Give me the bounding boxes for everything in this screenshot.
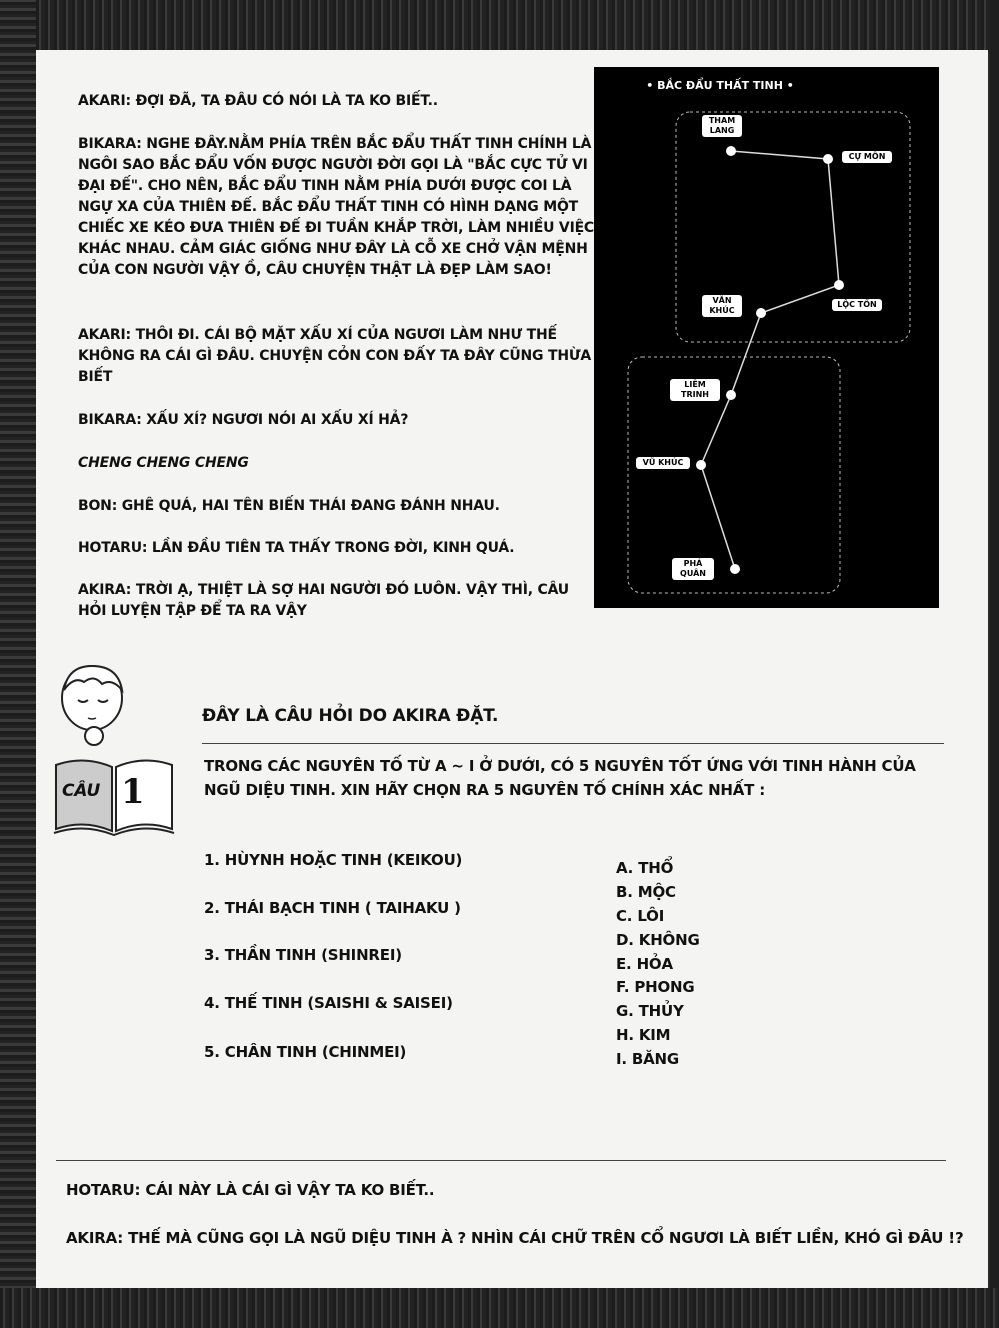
dialogue-akari-2: AKARI: THÔI ĐI. CÁI BỘ MẶT XẤU XÍ CỦA NGƯƠI LÀM NHƯ THẾ KHÔNG RA CÁI GÌ ĐÂU. CHUYỆN CỎN CON ĐẤY TA ĐÂY CŨNG THỪA BIẾT bbox=[78, 327, 591, 385]
answer-option: F. PHONG bbox=[616, 978, 695, 996]
star-pha-quan bbox=[730, 564, 740, 574]
answer-option: A. THỔ bbox=[616, 859, 674, 877]
constellation-lines bbox=[594, 67, 939, 608]
answer-option: C. LÔI bbox=[616, 907, 665, 925]
dialogue-bikara-2: BIKARA: XẤU XÍ? NGƯƠI NÓI AI XẤU XÍ HẢ? bbox=[78, 412, 409, 428]
sound-effect: CHENG CHENG CHENG bbox=[78, 455, 249, 471]
question-item: 1. HÙYNH HOẶC TINH (KEIKOU) bbox=[204, 851, 463, 869]
label-van-khuc: VĂN KHÚC bbox=[702, 295, 742, 317]
answer-option: D. KHÔNG bbox=[616, 931, 700, 949]
question-item: 3. THẦN TINH (SHINREI) bbox=[204, 946, 402, 964]
star-tham-lang bbox=[726, 146, 736, 156]
label-tham-lang: THAM LANG bbox=[702, 115, 742, 137]
question-heading: ĐÂY LÀ CÂU HỎI DO AKIRA ĐẶT. bbox=[202, 706, 499, 726]
diagram-title: • BẮC ĐẨU THẤT TINH • bbox=[646, 79, 794, 92]
dialogue-bon: BON: GHÊ QUÁ, HAI TÊN BIẾN THÁI ĐANG ĐÁNH NHAU. bbox=[78, 498, 500, 514]
star-vu-khuc bbox=[696, 460, 706, 470]
scan-border-bottom bbox=[0, 1288, 999, 1328]
dipper-path bbox=[701, 151, 839, 569]
answer-option: G. THỦY bbox=[616, 1002, 684, 1020]
dialogue-hotaru-1: HOTARU: LẦN ĐẦU TIÊN TA THẤY TRONG ĐỜI, KINH QUÁ. bbox=[78, 540, 515, 556]
dialogue-hotaru-2: HOTARU: CÁI NÀY LÀ CÁI GÌ VẬY TA KO BIẾT.. bbox=[66, 1181, 435, 1199]
question-item: 2. THÁI BẠCH TINH ( TAIHAKU ) bbox=[204, 899, 461, 917]
heading-divider bbox=[202, 743, 944, 744]
label-loc-ton: LỘC TỒN bbox=[832, 299, 882, 311]
star-loc-ton bbox=[834, 280, 844, 290]
scan-border-left bbox=[0, 0, 36, 1328]
question-item: 5. CHÂN TINH (CHINMEI) bbox=[204, 1043, 407, 1061]
star-cu-mon bbox=[823, 154, 833, 164]
dialogue-bikara-1: BIKARA: NGHE ĐÂY.NẰM PHÍA TRÊN BẮC ĐẨU THẤT TINH CHÍNH LÀ NGÔI SAO BẮC ĐẨU VỐN ĐƯỢC NGƯỜI ĐỜI GỌI LÀ "BẮC CỰC TỬ VI ĐẠI ĐẾ". CHO NÊN, BẮC ĐẨU TINH NẰM PHÍA DƯỚI ĐƯỢC COI LÀ NGỰ XA CỦA THIÊN ĐẾ. BẮC ĐẨU THẤT TINH CÓ HÌNH DẠNG MỘT CHIẾC XE KÉO ĐƯA THIÊN ĐẾ ĐI TUẦN KHẮP TRỜI, LÀM NHIỀU VIỆC KHÁC NHAU. CẢM GIÁC GIỐNG NHƯ ĐÂY LÀ CỖ XE CHỞ VẬN MỆNH CỦA CON NGƯỜI VẬY Ồ, CÂU CHUYỆN THẬT LÀ ĐẸP LÀM SAO! bbox=[78, 136, 595, 278]
badge-word: CÂU bbox=[62, 781, 101, 801]
akira-avatar bbox=[54, 660, 134, 750]
label-vu-khuc: VŨ KHÚC bbox=[636, 457, 690, 469]
scan-border-top bbox=[0, 0, 999, 52]
label-pha-quan: PHÁ QUÂN bbox=[672, 558, 714, 580]
question-prompt: TRONG CÁC NGUYÊN TỐ TỪ A ~ I Ở DƯỚI, CÓ 5 NGUYÊN TỐT ỨNG VỚI TINH HÀNH CỦA NGŨ DIỆU TINH. XIN HÃY CHỌN RA 5 NGUYÊN TỐ CHÍNH XÁC NHẤT : bbox=[204, 757, 916, 799]
question-item: 4. THẾ TINH (SAISHI & SAISEI) bbox=[204, 994, 453, 1012]
answer-option: I. BĂNG bbox=[616, 1050, 680, 1068]
answer-option: B. MỘC bbox=[616, 883, 676, 901]
footer-divider bbox=[56, 1160, 946, 1161]
manga-page bbox=[36, 50, 988, 1288]
dialogue-akira-2: AKIRA: THẾ MÀ CŨNG GỌI LÀ NGŨ DIỆU TINH À ? NHÌN CÁI CHỮ TRÊN CỔ NGƯƠI LÀ BIẾT LIỀN, KHÓ GÌ ĐÂU !? bbox=[66, 1229, 964, 1247]
answer-option: E. HỎA bbox=[616, 955, 673, 973]
dialogue-akira-1: AKIRA: TRỜI Ạ, THIỆT LÀ SỢ HAI NGƯỜI ĐÓ LUÔN. VẬY THÌ, CÂU HỎI LUYỆN TẬP ĐỂ TA RA VẬY bbox=[78, 582, 569, 619]
label-cu-mon: CỰ MÔN bbox=[842, 151, 892, 163]
answer-option: H. KIM bbox=[616, 1026, 671, 1044]
label-liem-trinh: LIÊM TRINH bbox=[670, 379, 720, 401]
badge-number: 1 bbox=[121, 772, 145, 812]
big-dipper-diagram bbox=[594, 67, 939, 608]
star-liem-trinh bbox=[726, 390, 736, 400]
dialogue-akari-1: AKARI: ĐỢI ĐÃ, TA ĐÂU CÓ NÓI LÀ TA KO BIẾT.. bbox=[78, 93, 438, 109]
star-van-khuc bbox=[756, 308, 766, 318]
scan-border-right bbox=[990, 0, 999, 1328]
